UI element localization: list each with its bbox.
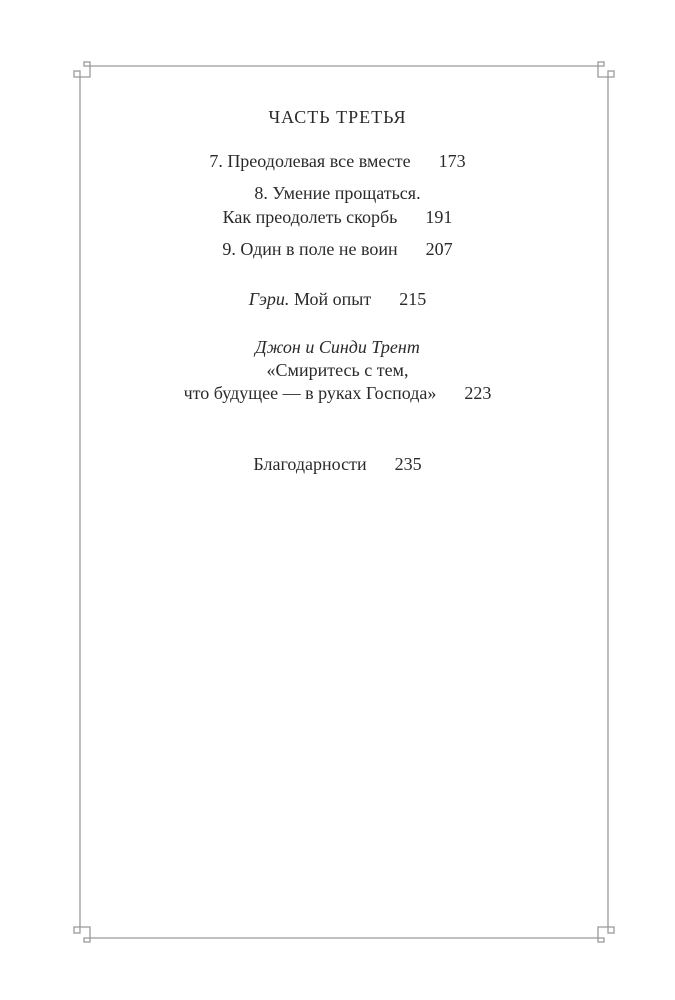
toc-entry-8-line2[interactable] (0, 206, 675, 228)
toc-entry-title: что будущее — в руках Господа» (183, 383, 437, 403)
toc-entry-page: 173 (438, 151, 466, 171)
toc-entry-title: Как преодолеть скорбь (222, 207, 398, 227)
part-title-text: ЧАСТЬ ТРЕТЬЯ (268, 107, 407, 127)
toc-entry-page: 223 (464, 383, 492, 403)
toc-entry-page: 215 (399, 289, 427, 309)
toc-entry-trent-line1[interactable] (0, 359, 675, 381)
part-title (0, 106, 675, 128)
toc-entry-trent-line2[interactable] (0, 382, 675, 404)
toc-entry-7[interactable] (0, 150, 675, 172)
toc-entry-author: Гэри. (248, 289, 290, 309)
toc-entry-page: 235 (394, 454, 422, 474)
toc-entry-9[interactable] (0, 238, 675, 260)
toc-entry-page: 207 (425, 239, 453, 259)
toc-entry-title: Мой опыт (293, 289, 372, 309)
toc-entry-title: 7. Преодолевая все вместе (209, 151, 411, 171)
toc-entry-title: 8. Умение прощаться. (254, 183, 421, 203)
toc-entry-acknowledgements[interactable] (0, 453, 675, 475)
toc-entry-gary[interactable] (0, 288, 675, 310)
toc-entry-page: 191 (425, 207, 453, 227)
toc-entry-8-line1[interactable] (0, 182, 675, 204)
toc-entry-author: Джон и Синди Трент (255, 337, 420, 357)
toc-entry-title: 9. Один в поле не воин (222, 239, 398, 259)
toc-entry-title: «Смиритесь с тем, (266, 360, 409, 380)
toc-entry-title: Благодарности (253, 454, 367, 474)
toc-entry-trent-author[interactable] (0, 336, 675, 358)
